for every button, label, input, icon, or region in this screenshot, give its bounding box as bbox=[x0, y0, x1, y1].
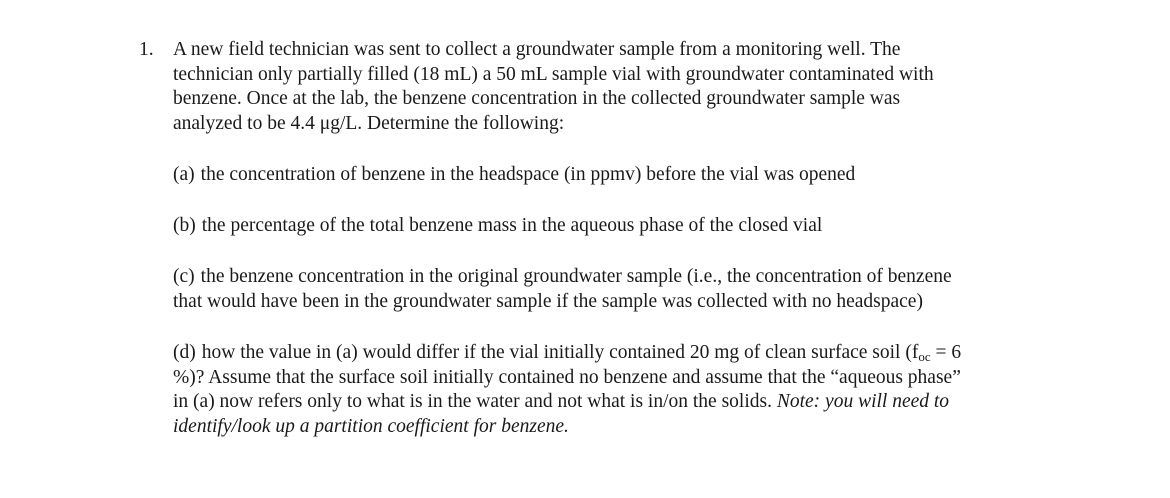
stem-line: A new field technician was sent to collect a groundwater sample from a monitoring well. The bbox=[173, 39, 901, 60]
part-b-label: (b) bbox=[173, 215, 196, 236]
part-a-text: the concentration of benzene in the headspace (in ppmv) before the vial was opened bbox=[200, 164, 856, 185]
part-d-text: in (a) now refers only to what is in the water and not what is in/on the solids. bbox=[173, 391, 777, 412]
part-d-text: %)? Assume that the surface soil initially contained no benzene and assume that the “aqueous phase” bbox=[173, 366, 961, 388]
stem-line: technician only partially filled (18 mL) a 50 mL sample vial with groundwater contaminated with bbox=[173, 63, 934, 85]
part-c-text: that would have been in the groundwater sample if the sample was collected with no headspace) bbox=[173, 290, 923, 312]
question-stem bbox=[173, 38, 1013, 136]
part-d-text: = 6 bbox=[930, 342, 962, 363]
part-d-note: Note: you will need to bbox=[776, 391, 950, 412]
stem-line: benzene. Once at the lab, the benzene concentration in the collected groundwater sample was bbox=[173, 88, 901, 109]
question-number: 1. bbox=[139, 39, 154, 60]
part-b-text: the percentage of the total benzene mass in the aqueous phase of the closed vial bbox=[201, 215, 823, 236]
part-d bbox=[173, 341, 1043, 439]
part-d-text: how the value in (a) would differ if the vial initially contained 20 mg of clean surface soil (f bbox=[201, 342, 919, 363]
part-c bbox=[173, 265, 1043, 314]
foc-subscript: oc bbox=[918, 349, 931, 364]
part-d-label: (d) bbox=[173, 342, 196, 363]
part-d-note: identify/look up a partition coefficient for benzene. bbox=[173, 415, 569, 437]
part-c-label: (c) bbox=[173, 266, 195, 287]
part-a bbox=[173, 163, 1043, 188]
part-c-text: the benzene concentration in the original groundwater sample (i.e., the concentration of benzene bbox=[200, 266, 952, 287]
stem-line: analyzed to be 4.4 μg/L. Determine the following: bbox=[173, 112, 565, 134]
part-a-label: (a) bbox=[173, 164, 195, 185]
part-b bbox=[173, 214, 1043, 239]
